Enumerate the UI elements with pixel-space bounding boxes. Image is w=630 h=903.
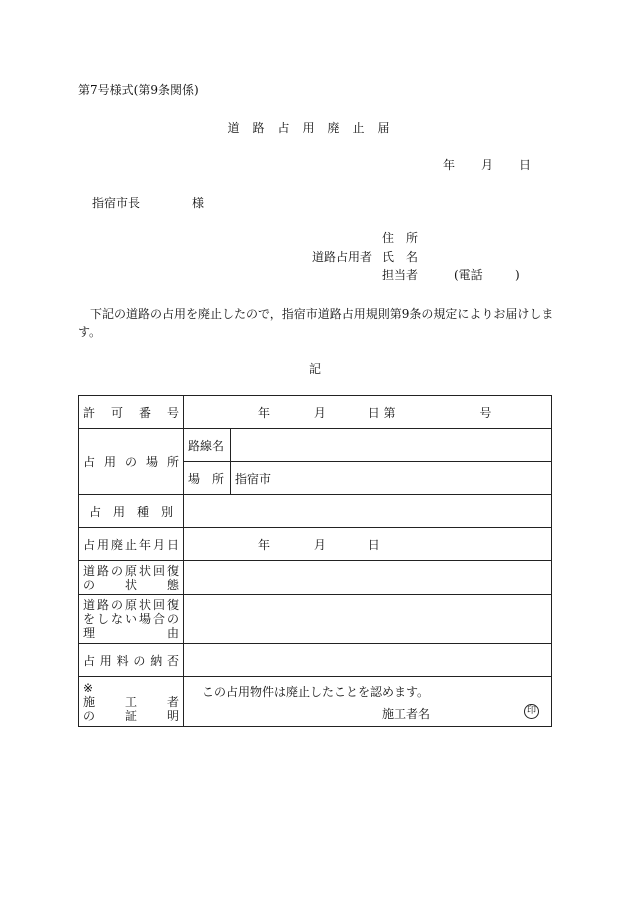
body-text: 下記の道路の占用を廃止したので，指宿市道路占用規則第9条の規定によりお届けします。: [78, 307, 554, 339]
contractor-label: 施工者名: [382, 707, 431, 721]
contractor-cert-label: ※ 施 工 者 の 証 明: [79, 677, 184, 727]
cert-statement: この占用物件は廃止したことを認めます。: [202, 685, 430, 699]
end-date-label: 占用廃止年月日: [79, 528, 184, 561]
notification-table: [78, 395, 552, 727]
restore-state-label: 道路の原状回復 の 状 態: [79, 561, 184, 595]
end-day: 日: [367, 537, 380, 552]
type-field[interactable]: [184, 495, 552, 528]
no-restore-reason-field[interactable]: [184, 595, 552, 644]
phone-close: ): [515, 268, 520, 282]
contractor-cert-field[interactable]: [184, 677, 552, 727]
fee-label: 占用料の納否: [79, 644, 184, 677]
table-row: [79, 528, 552, 561]
permit-number-field[interactable]: [184, 396, 552, 429]
end-month: 月: [313, 537, 326, 552]
restore-state-field[interactable]: [184, 561, 552, 595]
person-label: 担当者: [382, 268, 419, 282]
type-label: 占用種別: [79, 495, 184, 528]
table-row: [79, 595, 552, 644]
form-title: 道路占用廃止届: [227, 121, 403, 135]
permit-month: 月: [313, 405, 326, 420]
phone-label: (電話: [454, 268, 483, 282]
permit-year: 年: [258, 405, 271, 420]
end-year: 年: [258, 537, 271, 552]
table-row: [79, 429, 552, 462]
address-label: 住 所: [382, 231, 419, 245]
place-field[interactable]: 指宿市: [231, 462, 552, 495]
end-date-field[interactable]: [184, 528, 552, 561]
table-row: [79, 677, 552, 727]
date-line: [443, 156, 531, 173]
route-label: 路線名: [184, 429, 231, 462]
date-year: 年: [443, 158, 456, 172]
permit-day-no: 日 第: [367, 405, 396, 420]
seal-icon: 印: [524, 704, 539, 719]
route-field[interactable]: [231, 429, 552, 462]
date-day: 日: [519, 158, 532, 172]
fee-field[interactable]: [184, 644, 552, 677]
applicant-role: 道路占用者: [312, 249, 373, 264]
addressee-suffix: 様: [192, 196, 205, 210]
table-row: [79, 396, 552, 429]
no-restore-reason-label: 道路の原状回復 をしない場合の 理 由: [79, 595, 184, 644]
table-row: [79, 561, 552, 595]
location-label: 占用の場所: [79, 429, 184, 495]
date-month: 月: [481, 158, 494, 172]
addressee-name: 指宿市長: [92, 196, 141, 210]
permit-go: 号: [479, 405, 492, 420]
table-row: [79, 495, 552, 528]
table-row: [79, 644, 552, 677]
note-heading: 記: [308, 362, 321, 376]
addressee: [92, 194, 204, 211]
form-number: 第7号様式(第9条関係): [78, 83, 199, 97]
permit-number-label: 許可番号: [79, 396, 184, 429]
place-label: 場 所: [184, 462, 231, 495]
name-label: 氏 名: [382, 249, 419, 264]
